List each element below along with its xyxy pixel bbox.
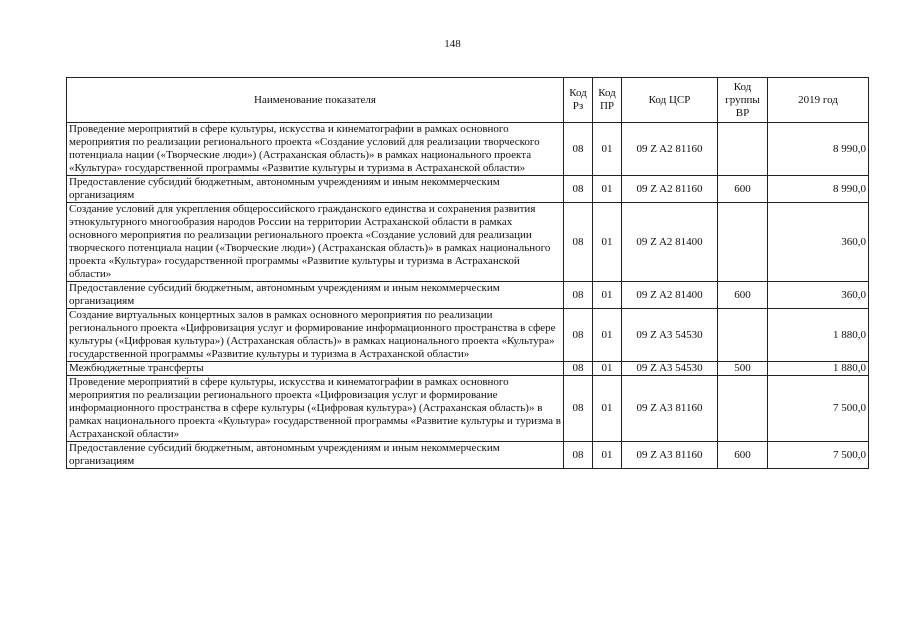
row-vr: 600: [718, 176, 768, 203]
table-row: [67, 203, 869, 282]
row-rz: 08: [564, 203, 593, 282]
row-amount: 8 990,0: [768, 176, 869, 203]
row-name: Предоставление субсидий бюджетным, автономным учреждениям и иным некоммерческим организациям: [67, 176, 564, 203]
table-row: [67, 309, 869, 362]
table-header-row: [67, 78, 869, 123]
row-pr: 01: [593, 123, 622, 176]
row-vr: [718, 309, 768, 362]
row-name: Межбюджетные трансферты: [67, 362, 564, 376]
row-amount: 360,0: [768, 203, 869, 282]
table-row: [67, 282, 869, 309]
row-csr: 09 Z A3 54530: [622, 309, 718, 362]
row-pr: 01: [593, 176, 622, 203]
header-csr: Код ЦСР: [622, 78, 718, 123]
row-csr: 09 Z A2 81160: [622, 123, 718, 176]
row-name: Предоставление субсидий бюджетным, автономным учреждениям и иным некоммерческим организациям: [67, 282, 564, 309]
row-pr: 01: [593, 309, 622, 362]
row-csr: 09 Z A3 54530: [622, 362, 718, 376]
row-name: Предоставление субсидий бюджетным, автономным учреждениям и иным некоммерческим организациям: [67, 442, 564, 469]
row-csr: 09 Z A3 81160: [622, 442, 718, 469]
budget-table: [66, 77, 869, 469]
table-row: [67, 176, 869, 203]
header-pr: Код ПР: [593, 78, 622, 123]
header-name: Наименование показателя: [67, 78, 564, 123]
table-row: [67, 376, 869, 442]
row-pr: 01: [593, 442, 622, 469]
row-rz: 08: [564, 123, 593, 176]
row-rz: 08: [564, 362, 593, 376]
row-vr: 600: [718, 282, 768, 309]
row-rz: 08: [564, 376, 593, 442]
row-vr: [718, 376, 768, 442]
row-amount: 7 500,0: [768, 442, 869, 469]
row-name: Создание условий для укрепления общероссийского гражданского единства и сохранения развития этнокультурного многообразия народов России на территории Астраханской области в рамках основного мероприятия по реализации регионального проекта «Создание условий для реализации творческого потенциала нации («Творческие люди») (Астраханская область)» в рамках национального проекта «Культура» государственной программы «Развитие культуры и туризма в Астраханской области»: [67, 203, 564, 282]
header-year: 2019 год: [768, 78, 869, 123]
row-vr: [718, 123, 768, 176]
table-row: [67, 123, 869, 176]
row-csr: 09 Z A3 81160: [622, 376, 718, 442]
row-csr: 09 Z A2 81160: [622, 176, 718, 203]
row-pr: 01: [593, 362, 622, 376]
row-name: Создание виртуальных концертных залов в рамках основного мероприятия по реализации регионального проекта «Цифровизация услуг и формирование информационного пространства в сфере культуры («Цифровая культура») (Астраханская область)» в рамках национального проекта «Культура» государственной программы «Развитие культуры и туризма в Астраханской области»: [67, 309, 564, 362]
row-csr: 09 Z A2 81400: [622, 203, 718, 282]
row-vr: 500: [718, 362, 768, 376]
row-pr: 01: [593, 376, 622, 442]
row-vr: [718, 203, 768, 282]
row-rz: 08: [564, 282, 593, 309]
row-amount: 360,0: [768, 282, 869, 309]
table-row: [67, 362, 869, 376]
page-number: 148: [444, 38, 461, 50]
row-name: Проведение мероприятий в сфере культуры, искусства и кинематографии в рамках основного мероприятия по реализации регионального проекта «Создание условий для реализации творческого потенциала нации («Творческие люди») (Астраханская область)» в рамках национального проекта «Культура» государственной программы «Развитие культуры и туризма в Астраханской области»: [67, 123, 564, 176]
row-amount: 1 880,0: [768, 362, 869, 376]
row-pr: 01: [593, 203, 622, 282]
header-rz: Код Рз: [564, 78, 593, 123]
row-amount: 8 990,0: [768, 123, 869, 176]
row-amount: 1 880,0: [768, 309, 869, 362]
row-pr: 01: [593, 282, 622, 309]
row-rz: 08: [564, 309, 593, 362]
row-amount: 7 500,0: [768, 376, 869, 442]
table-row: [67, 442, 869, 469]
row-rz: 08: [564, 176, 593, 203]
row-rz: 08: [564, 442, 593, 469]
header-vr: Код группы ВР: [718, 78, 768, 123]
row-vr: 600: [718, 442, 768, 469]
row-name: Проведение мероприятий в сфере культуры, искусства и кинематографии в рамках основного мероприятия по реализации регионального проекта «Цифровизация услуг и формирование информационного пространства в сфере культуры («Цифровая культура») (Астраханская область)» в рамках национального проекта «Культура» государственной программы «Развитие культуры и туризма в Астраханской области»: [67, 376, 564, 442]
row-csr: 09 Z A2 81400: [622, 282, 718, 309]
